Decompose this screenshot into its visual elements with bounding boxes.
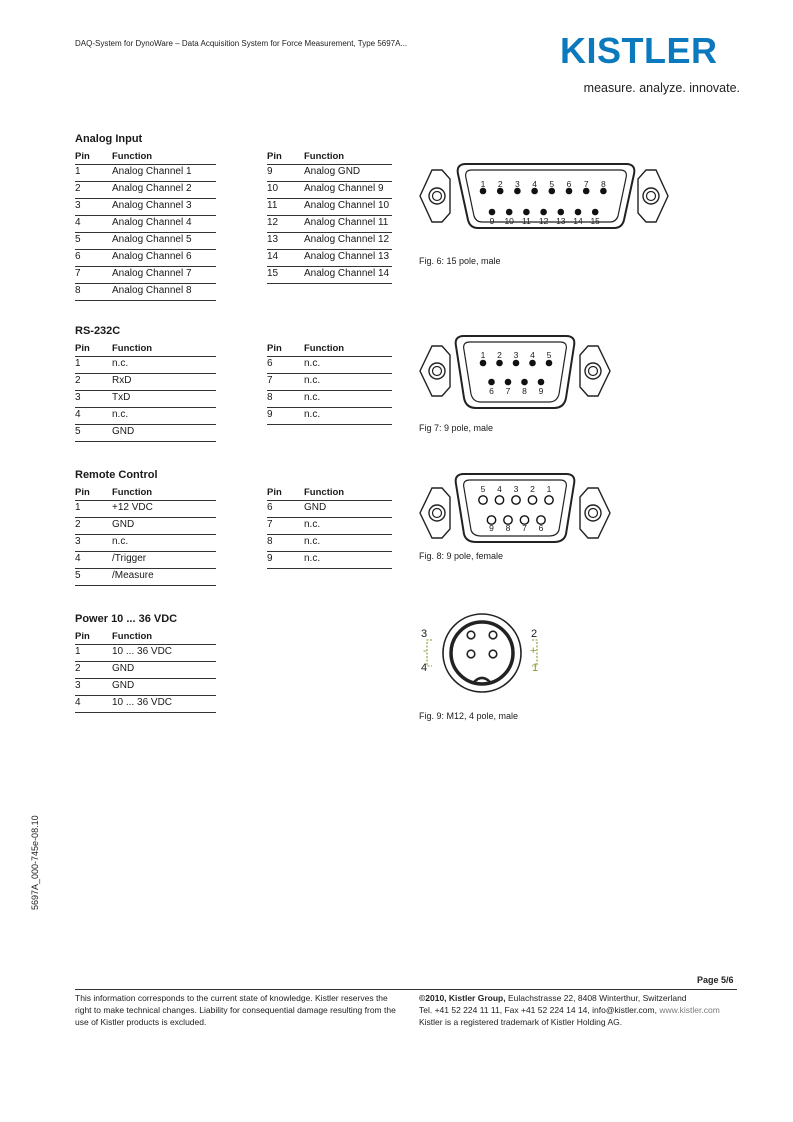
mount-nut-right: [585, 363, 601, 379]
col-header-function: Function: [112, 485, 216, 501]
table-row: [75, 284, 216, 301]
table-row: [75, 216, 216, 233]
pin-number: 1: [75, 501, 112, 518]
pin-function: Analog Channel 14: [304, 267, 392, 284]
footer-contact: [419, 992, 749, 1028]
pin-label: 4: [532, 179, 537, 189]
pin-label: 3: [513, 484, 519, 494]
table-row: [75, 425, 216, 442]
pin-function: GND: [112, 662, 216, 679]
pin-label: 12: [538, 216, 549, 226]
table-row: [75, 250, 216, 267]
col-header-pin: Pin: [267, 341, 304, 357]
pin-function: 10 ... 36 VDC: [112, 645, 216, 662]
table-row: [267, 233, 392, 250]
pin-label: 7: [522, 523, 527, 533]
col-header-function: Function: [112, 341, 216, 357]
table-row: [75, 182, 216, 199]
pin-label: 4: [530, 350, 535, 360]
connector-pin: [540, 209, 547, 216]
connector-pin: [488, 379, 495, 386]
table-row: [75, 696, 216, 713]
pin-label: 3: [515, 179, 520, 189]
logo-wordmark: KISTLER: [560, 30, 718, 71]
footer-phone-email: Tel. +41 52 224 11 11, Fax +41 52 224 14 14, info@kistler.com,: [419, 1005, 660, 1015]
connector-pin: [538, 379, 545, 386]
connector-pin: [495, 496, 503, 504]
table-row: [75, 679, 216, 696]
pin-function: n.c.: [112, 535, 216, 552]
col-header-function: Function: [304, 485, 392, 501]
pin-label: 15: [590, 216, 600, 226]
col-header-pin: Pin: [267, 485, 304, 501]
rs232-table-right: [267, 341, 392, 425]
pin-number: 10: [267, 182, 304, 199]
table-row: [267, 165, 392, 182]
figure-caption-power: Fig. 9: M12, 4 pole, male: [419, 711, 519, 721]
pin-function: n.c.: [304, 518, 392, 535]
mount-nut-right: [585, 505, 601, 521]
label-pin-2: 2: [531, 628, 538, 640]
pin-number: 12: [267, 216, 304, 233]
col-header-function: Function: [304, 149, 392, 165]
analog-table-right: [267, 149, 392, 284]
pin-function: Analog Channel 2: [112, 182, 216, 199]
pin-number: 2: [75, 518, 112, 535]
pin-label: 10: [504, 216, 514, 226]
pin-function: /Trigger: [112, 552, 216, 569]
pin-function: Analog Channel 4: [112, 216, 216, 233]
footer-divider: [75, 989, 737, 990]
table-row: [75, 645, 216, 662]
pin-function: 10 ... 36 VDC: [112, 696, 216, 713]
mount-hole-right: [589, 367, 598, 376]
pin-function: Analog Channel 12: [304, 233, 392, 250]
pin-number: 9: [267, 552, 304, 569]
document-code: 5697A_000-745e-08.10: [30, 815, 40, 910]
pin-number: 3: [75, 535, 112, 552]
connector-pin: [529, 360, 536, 367]
pin-function: n.c.: [304, 391, 392, 408]
pin-label: 8: [505, 523, 511, 533]
figure-caption-analog: Fig. 6: 15 pole, male: [419, 256, 501, 266]
page-number: Page 5/6: [697, 975, 734, 985]
logo-tagline: measure. analyze. innovate.: [583, 81, 740, 95]
pin-number: 4: [75, 696, 112, 713]
table-row: [75, 518, 216, 535]
pin-function: /Measure: [112, 569, 216, 586]
pin-label: 9: [489, 523, 494, 533]
table-row: [267, 518, 392, 535]
table-row: [75, 374, 216, 391]
table-row: [267, 552, 392, 569]
pin-label: 5: [480, 484, 486, 494]
remote-table-left: [75, 485, 216, 586]
pin-label: 6: [538, 523, 544, 533]
rs232-table-left: [75, 341, 216, 442]
table-row: [267, 199, 392, 216]
table-row: [267, 501, 392, 518]
footer-copyright: ©2010, Kistler Group,: [419, 993, 506, 1003]
pin-number: 14: [267, 250, 304, 267]
pin-label: 4: [497, 484, 502, 494]
connector-pin: [513, 360, 520, 367]
mount-nut-right: [643, 188, 659, 204]
pin-function: n.c.: [304, 357, 392, 374]
table-row: [75, 199, 216, 216]
section-title-power: Power 10 ... 36 VDC: [75, 613, 178, 625]
col-header-pin: Pin: [75, 149, 112, 165]
pin-number: 13: [267, 233, 304, 250]
m12-4pole-connector-diagram: [418, 610, 548, 694]
pin-function: Analog Channel 13: [304, 250, 392, 267]
pin-number: 2: [75, 374, 112, 391]
pin-function: Analog Channel 6: [112, 250, 216, 267]
pin-function: GND: [304, 501, 392, 518]
label-minus: -: [423, 645, 427, 657]
connector-shell-outer: [456, 336, 575, 408]
col-header-function: Function: [112, 149, 216, 165]
power-table: [75, 629, 216, 713]
table-row: [267, 391, 392, 408]
table-row: [75, 535, 216, 552]
m12-outer-ring: [443, 614, 521, 692]
pin-function: GND: [112, 425, 216, 442]
pin-label: 1: [480, 179, 486, 189]
pin-function: n.c.: [304, 552, 392, 569]
label-pin-4: 4: [421, 662, 428, 674]
pin-number: 4: [75, 552, 112, 569]
analog-table-left: [75, 149, 216, 301]
pin-number: 8: [267, 535, 304, 552]
pin-label: 9: [538, 386, 544, 396]
pin-number: 7: [75, 267, 112, 284]
pin-number: 3: [75, 391, 112, 408]
table-row: [75, 552, 216, 569]
table-row: [267, 357, 392, 374]
m12-inner-ring: [451, 622, 513, 684]
pin-function: Analog Channel 1: [112, 165, 216, 182]
pin-function: n.c.: [112, 357, 216, 374]
pin-1: [489, 650, 497, 658]
connector-pin: [489, 209, 496, 216]
pin-label: 6: [566, 179, 572, 189]
footer-website-link[interactable]: www.kistler.com: [659, 1005, 720, 1015]
connector-pin: [512, 496, 520, 504]
bracket-left: [427, 640, 432, 666]
mount-hole-left: [433, 367, 442, 376]
pin-number: 1: [75, 645, 112, 662]
connector-pin: [558, 209, 565, 216]
connector-pin: [480, 360, 487, 367]
pin-function: n.c.: [304, 408, 392, 425]
pin-number: 2: [75, 662, 112, 679]
pin-label: 9: [489, 216, 495, 226]
pin-number: 3: [75, 679, 112, 696]
pin-function: Analog Channel 8: [112, 284, 216, 301]
pin-label: 3: [513, 350, 519, 360]
pin-number: 6: [75, 250, 112, 267]
connector-pin: [496, 360, 503, 367]
pin-number: 5: [75, 425, 112, 442]
col-header-function: Function: [112, 629, 216, 645]
connector-pin: [528, 496, 536, 504]
pin-4: [467, 650, 475, 658]
connector-pin: [523, 209, 530, 216]
m12-key-notch: [474, 678, 490, 682]
connector-pin: [521, 379, 528, 386]
mount-nut-left: [429, 505, 445, 521]
label-pin-3: 3: [421, 628, 428, 640]
dsub15-male-connector-diagram: [418, 162, 670, 230]
table-row: [267, 216, 392, 233]
table-row: [75, 501, 216, 518]
pin-function: Analog Channel 9: [304, 182, 392, 199]
pin-label: 14: [573, 216, 583, 226]
dsub9-male-connector-diagram: [418, 332, 612, 410]
footer-trademark: Kistler is a registered trademark of Kistler Holding AG.: [419, 1017, 623, 1027]
pin-number: 2: [75, 182, 112, 199]
col-header-pin: Pin: [75, 341, 112, 357]
mount-hole-left: [433, 192, 442, 201]
connector-pin: [546, 360, 553, 367]
connector-pin: [505, 379, 512, 386]
connector-pin: [545, 496, 553, 504]
table-row: [267, 250, 392, 267]
pin-function: n.c.: [112, 408, 216, 425]
pin-label: 2: [497, 350, 502, 360]
section-title-analog: Analog Input: [75, 133, 143, 145]
pin-function: Analog Channel 10: [304, 199, 392, 216]
document-title: DAQ-System for DynoWare – Data Acquisition System for Force Measurement, Type 5697A...: [75, 39, 408, 48]
pin-label: 6: [489, 386, 494, 396]
pin-number: 5: [75, 569, 112, 586]
mount-nut-left: [429, 363, 445, 379]
pin-2: [489, 631, 497, 639]
pin-label: 5: [549, 179, 555, 189]
col-header-pin: Pin: [75, 485, 112, 501]
pin-label: 1: [546, 484, 552, 494]
pin-number: 4: [75, 216, 112, 233]
pin-function: n.c.: [304, 374, 392, 391]
pin-number: 9: [267, 165, 304, 182]
pin-number: 8: [75, 284, 112, 301]
pin-label: 11: [521, 216, 531, 226]
table-row: [75, 233, 216, 250]
pin-number: 8: [267, 391, 304, 408]
kistler-logo: [560, 30, 740, 100]
pin-number: 7: [267, 518, 304, 535]
table-row: [267, 374, 392, 391]
connector-pin: [479, 496, 487, 504]
pin-label: 2: [497, 179, 503, 189]
col-header-pin: Pin: [267, 149, 304, 165]
remote-table-right: [267, 485, 392, 569]
section-title-rs232: RS-232C: [75, 325, 121, 337]
table-row: [75, 165, 216, 182]
table-row: [267, 535, 392, 552]
table-row: [75, 408, 216, 425]
pin-number: 1: [75, 165, 112, 182]
pin-function: Analog Channel 7: [112, 267, 216, 284]
pin-function: +12 VDC: [112, 501, 216, 518]
pin-function: GND: [112, 679, 216, 696]
pin-number: 1: [75, 357, 112, 374]
pin-label: 7: [583, 179, 589, 189]
table-row: [75, 267, 216, 284]
table-row: [75, 569, 216, 586]
pin-number: 7: [267, 374, 304, 391]
pin-number: 6: [267, 357, 304, 374]
pin-number: 15: [267, 267, 304, 284]
pin-number: 3: [75, 199, 112, 216]
pin-function: Analog Channel 5: [112, 233, 216, 250]
pin-function: TxD: [112, 391, 216, 408]
mount-nut-left: [429, 188, 445, 204]
pin-number: 5: [75, 233, 112, 250]
pin-label: 1: [480, 350, 486, 360]
pin-label: 7: [505, 386, 511, 396]
dsub9-female-connector-diagram: [418, 472, 612, 544]
col-header-function: Function: [304, 341, 392, 357]
mount-hole-right: [589, 509, 598, 518]
connector-pin: [575, 209, 582, 216]
pin-label: 5: [546, 350, 552, 360]
pin-number: 6: [267, 501, 304, 518]
pin-label: 8: [522, 386, 527, 396]
mount-hole-right: [647, 192, 656, 201]
pin-number: 9: [267, 408, 304, 425]
table-row: [75, 391, 216, 408]
table-row: [75, 357, 216, 374]
pin-function: GND: [112, 518, 216, 535]
pin-number: 11: [267, 199, 304, 216]
pin-number: 4: [75, 408, 112, 425]
pin-label: 2: [530, 484, 535, 494]
mount-hole-left: [433, 509, 442, 518]
section-title-remote: Remote Control: [75, 469, 158, 481]
label-pin-1: 1: [532, 662, 539, 674]
label-plus: +: [530, 645, 537, 657]
footer-address: Eulachstrasse 22, 8408 Winterthur, Switzerland: [505, 993, 687, 1003]
figure-caption-remote: Fig. 8: 9 pole, female: [419, 551, 504, 561]
pin-function: Analog Channel 11: [304, 216, 392, 233]
table-row: [267, 267, 392, 284]
pin-function: Analog Channel 3: [112, 199, 216, 216]
col-header-pin: Pin: [75, 629, 112, 645]
pin-function: RxD: [112, 374, 216, 391]
connector-pin: [506, 209, 513, 216]
figure-caption-rs232: Fig 7: 9 pole, male: [419, 423, 494, 433]
pin-3: [467, 631, 475, 639]
footer-disclaimer: This information corresponds to the current state of knowledge. Kistler reserves the right to make technical changes. Liability for consequential damage resulting from the use of Kistler products is excluded.: [75, 993, 396, 1027]
connector-pin: [592, 209, 599, 216]
table-row: [267, 182, 392, 199]
pin-function: Analog GND: [304, 165, 392, 182]
table-row: [267, 408, 392, 425]
pin-function: n.c.: [304, 535, 392, 552]
table-row: [75, 662, 216, 679]
pin-label: 8: [601, 179, 606, 189]
pin-label: 13: [556, 216, 566, 226]
